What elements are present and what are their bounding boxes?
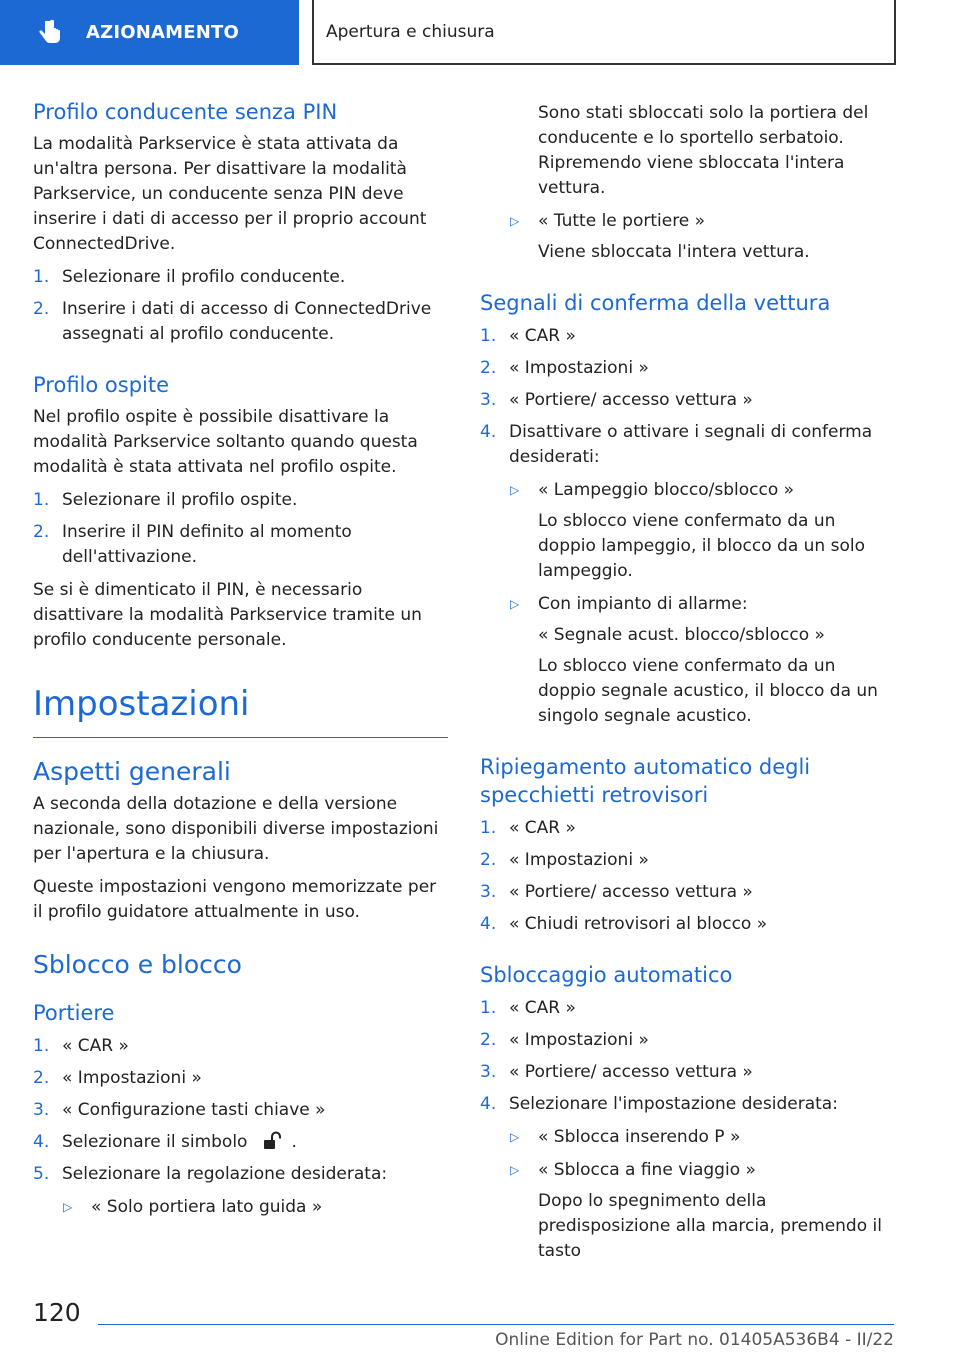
bullet-item: ▷ « Tutte le portiere »: [510, 211, 706, 231]
bullet-item: ▷ « Solo portiera lato guida »: [63, 1197, 323, 1217]
unlocked-padlock-icon: [261, 1131, 283, 1151]
list-item: 1. « CAR »: [480, 998, 576, 1018]
section-tab: [0, 0, 299, 65]
guest-paragraph-2: Se si è dimenticato il PIN, è necessario disattivare la modalità Parkservice tramite un profilo conducente personale.: [33, 580, 422, 650]
list-item: 1. Selezionare il profilo conducente.: [33, 267, 346, 287]
mirror-steps: [480, 816, 895, 937]
alarm-desc: Lo sblocco viene confermato da un doppio segnale acustico, il blocco da un singolo segnale acustico.: [538, 656, 878, 726]
pin-steps: [33, 265, 448, 347]
flash-desc: Lo sblocco viene confermato da un doppio lampeggio, il blocco da un solo lampeggio.: [538, 511, 865, 581]
auto-steps: [480, 996, 895, 1117]
all-doors-desc: Viene sbloccata l'intera vettura.: [538, 242, 810, 262]
confirm-heading: Segnali di conferma della vettura: [480, 291, 831, 315]
mirror-heading: Ripiegamento automatico degli specchietti retrovisori: [480, 755, 811, 807]
guest-heading: Profilo ospite: [33, 373, 170, 397]
bullet-item: ▷ « Sblocca inserendo P »: [510, 1127, 741, 1147]
right-column: [480, 98, 895, 1264]
list-item: 1. « CAR »: [33, 1036, 129, 1056]
list-item: 4. « Chiudi retrovisori al blocco »: [480, 914, 768, 934]
pin-paragraph: La modalità Parkservice è stata attivata da un'altra persona. Per disattivare la modalità Parkservice, un conducente senza PIN deve inserire i dati di accesso per il proprio account ConnectedDrive.: [33, 134, 427, 254]
guest-paragraph: Nel profilo ospite è possibile disattivare la modalità Parkservice soltanto quando questa modalità è stata attivata nel profilo ospite.: [33, 407, 418, 477]
confirm-steps: [480, 324, 895, 470]
continued-paragraph: Sono stati sbloccati solo la portiera del conducente e lo sportello serbatoio. Ripremendo viene sbloccata l'intera vettura.: [538, 103, 869, 198]
list-item: 5. Selezionare la regolazione desiderata:: [33, 1164, 388, 1184]
guest-steps: [33, 488, 448, 570]
list-item: 2. « Impostazioni »: [480, 1030, 649, 1050]
list-item: 3. « Portiere/ accesso vettura »: [480, 390, 753, 410]
list-item: 4. Selezionare il simbolo .: [33, 1132, 297, 1152]
page-number: 120: [33, 1298, 81, 1327]
list-item: 2. « Impostazioni »: [480, 358, 649, 378]
heading-divider: [33, 737, 448, 738]
chapter-box: [312, 0, 896, 65]
list-item: 4. Disattivare o attivare i segnali di conferma desiderati:: [480, 422, 873, 467]
footer-divider: [98, 1324, 894, 1325]
settings-heading: Impostazioni: [33, 684, 250, 724]
bullet-item: ▷ « Lampeggio blocco/sblocco »: [510, 480, 795, 500]
list-item: 3. « Portiere/ accesso vettura »: [480, 1062, 753, 1082]
general-heading: Aspetti generali: [33, 757, 231, 786]
alarm-option: « Segnale acust. blocco/sblocco »: [538, 625, 825, 645]
section-label: AZIONAMENTO: [86, 22, 240, 43]
general-paragraph-2: Queste impostazioni vengono memorizzate per il profilo guidatore attualmente in uso.: [33, 877, 437, 922]
general-paragraph-1: A seconda della dotazione e della versione nazionale, sono disponibili diverse impostazioni per l'apertura e la chiusura.: [33, 794, 439, 864]
auto-desc: Dopo lo spegnimento della predisposizione alla marcia, premendo il tasto: [538, 1191, 882, 1261]
list-item: 4. Selezionare l'impostazione desiderata:: [480, 1094, 838, 1114]
list-item: 3. « Portiere/ accesso vettura »: [480, 882, 753, 902]
list-item: 3. « Configurazione tasti chiave »: [33, 1100, 326, 1120]
doors-heading: Portiere: [33, 1001, 115, 1025]
bullet-item: ▷ Con impianto di allarme:: [510, 594, 748, 614]
unlock-heading: Sblocco e blocco: [33, 950, 242, 979]
auto-heading: Sbloccaggio automatico: [480, 963, 733, 987]
left-column: [33, 98, 448, 1220]
list-item: 2. « Impostazioni »: [33, 1068, 202, 1088]
hand-touch-icon: [36, 18, 64, 48]
list-item: 1. Selezionare il profilo ospite.: [33, 490, 298, 510]
edition-note: Online Edition for Part no. 01405A536B4 - II/22: [495, 1330, 894, 1350]
list-item: 2. Inserire il PIN definito al momento dell'attivazione.: [33, 522, 352, 567]
list-item: 2. Inserire i dati di accesso di ConnectedDrive assegnati al profilo conducente.: [33, 299, 432, 344]
list-item: 1. « CAR »: [480, 818, 576, 838]
list-item: 2. « Impostazioni »: [480, 850, 649, 870]
chapter-title: Apertura e chiusura: [326, 21, 495, 42]
pin-heading: Profilo conducente senza PIN: [33, 100, 338, 124]
doors-steps: [33, 1034, 448, 1187]
bullet-item: ▷ « Sblocca a fine viaggio »: [510, 1160, 756, 1180]
list-item: 1. « CAR »: [480, 326, 576, 346]
